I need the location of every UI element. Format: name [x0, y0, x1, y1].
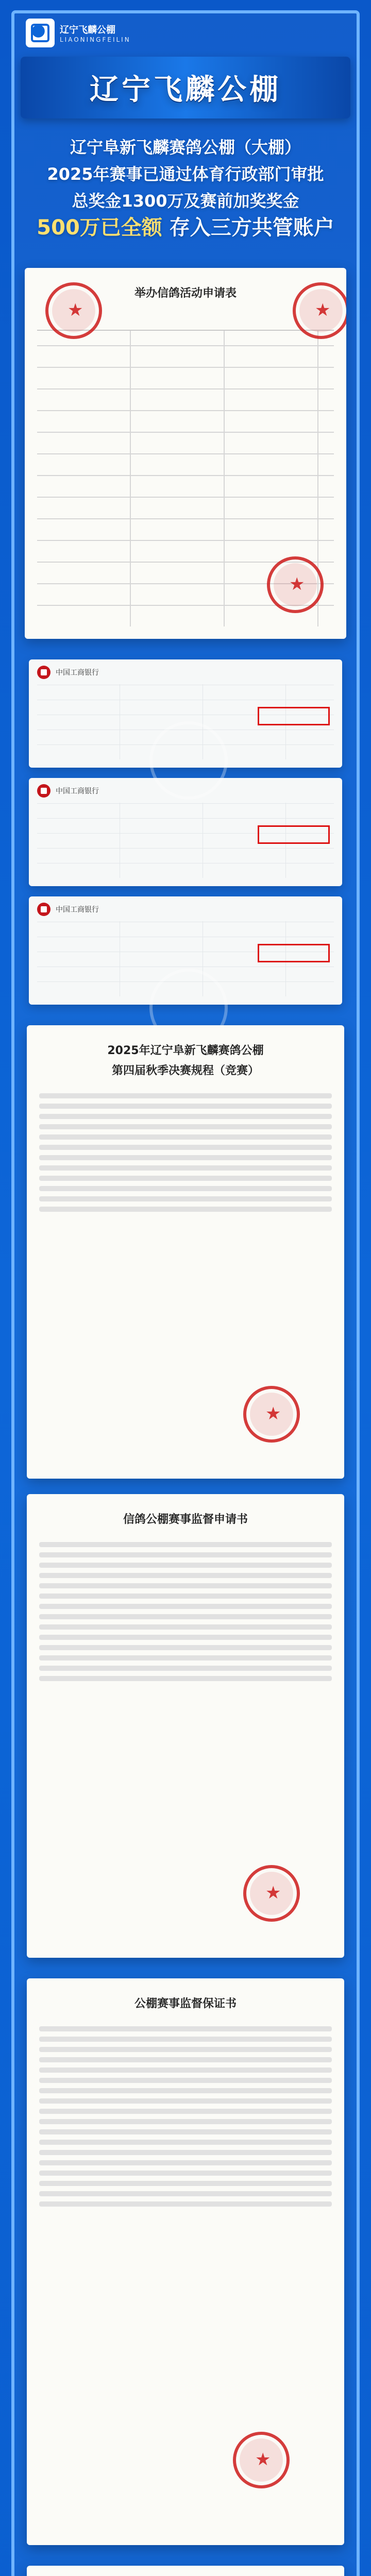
supervision-certificate: [27, 1978, 344, 2545]
bank-logo-icon: [37, 784, 50, 798]
approval-title-line-2: 第四届秋季决赛规程（竞赛）: [111, 1064, 259, 1077]
summary-line-1: 辽宁阜新飞麟赛鸽公棚（大棚）: [70, 138, 301, 157]
bank-logo-icon: [37, 666, 50, 679]
watermark-icon: [149, 721, 228, 800]
announcement-summary: [31, 134, 340, 241]
bank-name: 中国工商银行: [56, 669, 99, 677]
page-title: 辽宁飞麟公棚: [90, 73, 281, 107]
brand-name-en: LIAONINGFEILIN: [60, 36, 131, 43]
supervision-certificate-title: 公棚赛事监督保证书: [134, 1997, 237, 2010]
official-seal-icon: [233, 2432, 290, 2488]
summary-line-3: 总奖金1300万及赛前加奖奖金: [72, 191, 299, 211]
application-title: 举办信鸽活动申请表: [134, 287, 237, 300]
official-seal-icon: [267, 556, 324, 613]
brand-logo: [26, 19, 131, 47]
bank-name: 中国工商银行: [56, 787, 99, 795]
approval-letter: [27, 1025, 344, 1479]
official-seal-icon: [45, 282, 102, 339]
bank-logo-icon: [37, 903, 50, 916]
summary-line-2: 2025年赛事已通过体育行政部门审批: [47, 164, 324, 184]
official-seal-icon: [243, 1386, 300, 1443]
highlighted-amount: [258, 707, 330, 725]
supervision-request: [27, 1494, 344, 1958]
approval-title-line-1: 2025年辽宁阜新飞麟赛鸽公棚: [107, 1044, 264, 1057]
brand-name: 辽宁飞麟公棚: [60, 25, 115, 36]
application-form: [25, 268, 346, 639]
summary-line-4: [31, 214, 340, 241]
bank-name: 中国工商银行: [56, 906, 99, 914]
official-seal-icon: [243, 1865, 300, 1922]
highlighted-amount: [258, 825, 330, 844]
notarization-document: [27, 2566, 344, 2576]
summary-line-4-highlight: 500万已全额: [37, 216, 162, 240]
summary-line-4-suffix: 存入三方共管账户: [169, 216, 334, 240]
highlighted-amount: [258, 944, 330, 962]
brand-mark-icon: [26, 19, 55, 47]
official-seal-icon: [293, 282, 346, 339]
title-banner: [21, 57, 350, 118]
supervision-request-title: 信鸽公棚赛事监督申请书: [123, 1513, 248, 1526]
